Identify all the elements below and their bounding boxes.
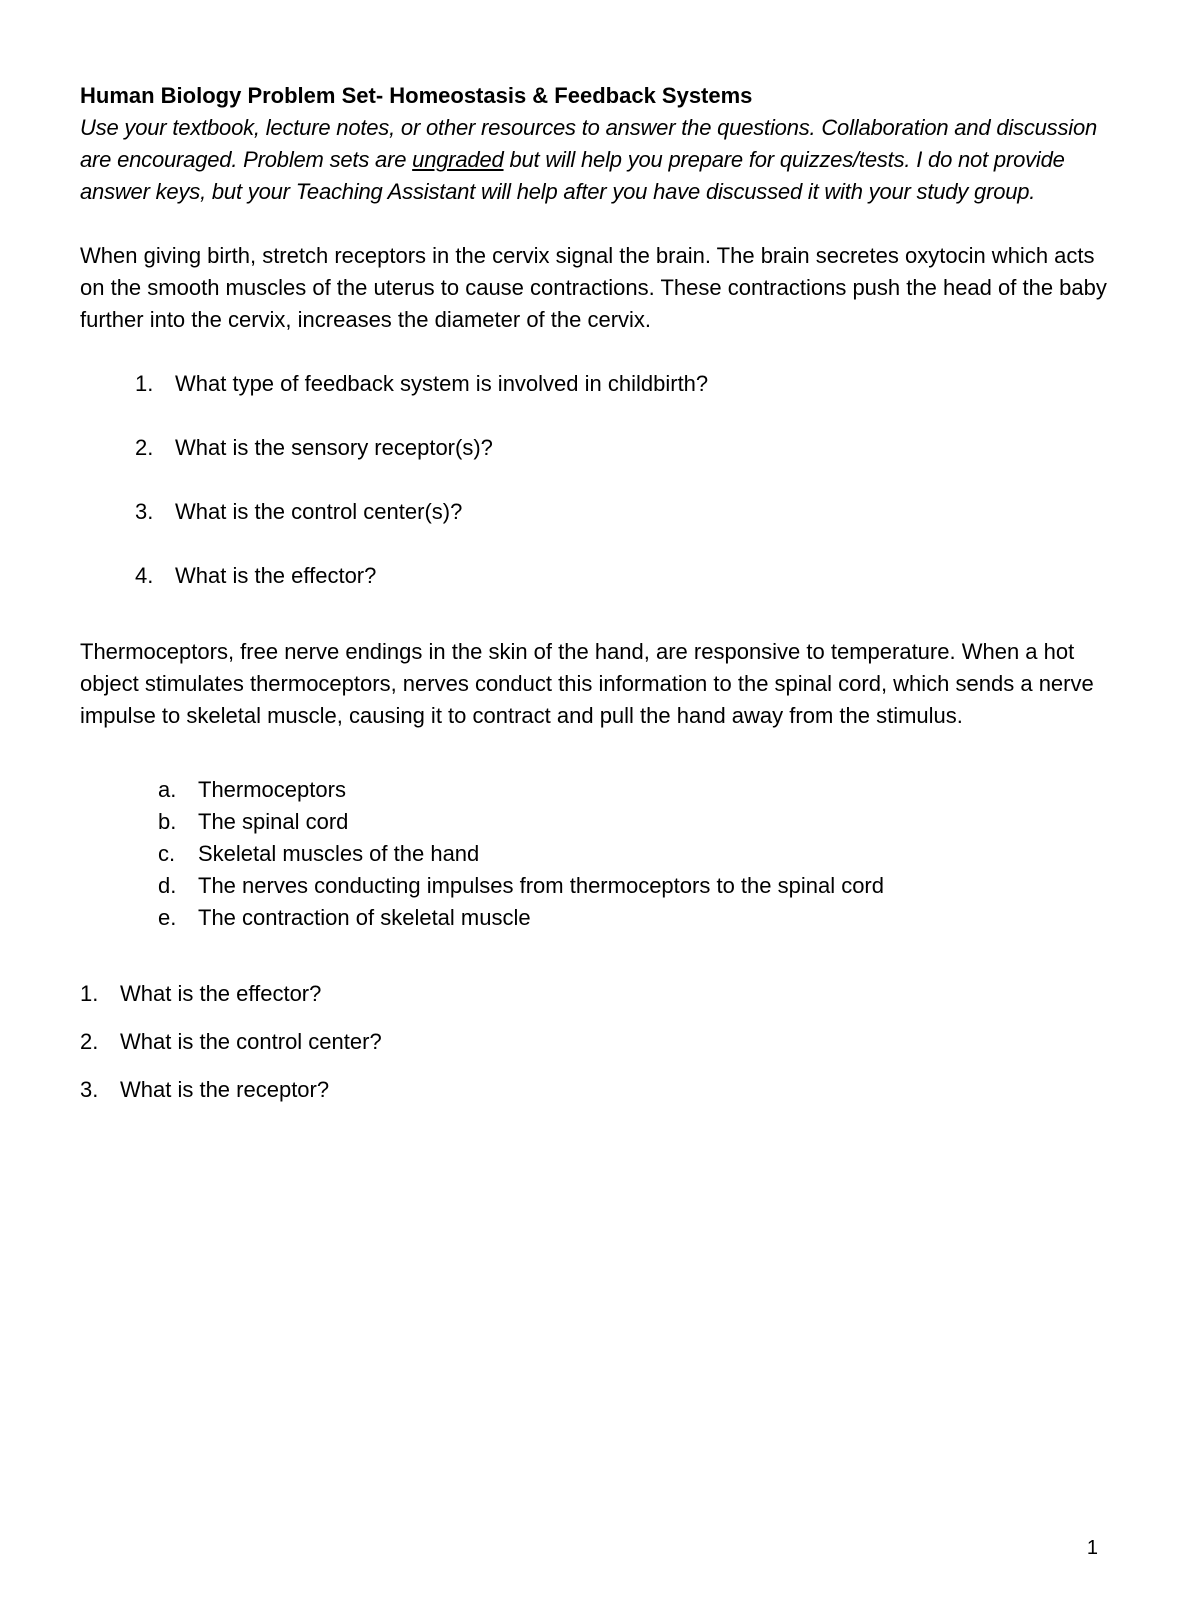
list-item xyxy=(135,432,1120,464)
instructions-part2: but will help you prepare for quizzes/tests. I do not provide answer keys, but your Teaching Assistant will help after you have discussed it with your study group. xyxy=(80,147,1065,204)
list-item xyxy=(80,1074,1120,1106)
question-number: 3. xyxy=(80,1077,99,1102)
option-letter: c. xyxy=(158,841,176,866)
list-item xyxy=(158,870,1120,902)
list-item xyxy=(158,774,1120,806)
question-text: What is the sensory receptor(s)? xyxy=(175,435,493,460)
list-item xyxy=(80,1026,1120,1058)
instructions-underlined: ungraded xyxy=(412,147,504,172)
answer-options xyxy=(80,774,1120,934)
question-number: 2. xyxy=(135,435,154,460)
option-text: The contraction of skeletal muscle xyxy=(198,905,531,930)
question-text: What is the effector? xyxy=(175,563,377,588)
list-item xyxy=(135,560,1120,592)
question-text: What is the receptor? xyxy=(120,1077,330,1102)
option-letter: b. xyxy=(158,809,177,834)
page-number: 1 xyxy=(1086,1537,1098,1559)
option-text: Thermoceptors xyxy=(198,777,346,802)
list-item xyxy=(158,838,1120,870)
document-title: Human Biology Problem Set- Homeostasis & Feedback Systems xyxy=(80,83,753,108)
question-text: What is the control center(s)? xyxy=(175,499,463,524)
instructions-part1: Use your textbook, lecture notes, or other resources to answer the questions. Collaboration and discussion are encouraged. Problem sets are xyxy=(80,115,1098,172)
childbirth-questions xyxy=(80,368,1120,592)
instructions xyxy=(80,112,1120,208)
scenario-childbirth: When giving birth, stretch receptors in the cervix signal the brain. The brain secretes oxytocin which acts on the smooth muscles of the uterus to cause contractions. These contractions push the head of the baby further into the cervix, increases the diameter of the cervix. xyxy=(80,243,1107,332)
question-number: 2. xyxy=(80,1029,99,1054)
question-number: 4. xyxy=(135,563,154,588)
option-letter: a. xyxy=(158,777,177,802)
scenario-thermoceptors: Thermoceptors, free nerve endings in the skin of the hand, are responsive to temperature. When a hot object stimulates thermoceptors, nerves conduct this information to the spinal cord, which sends a nerve impulse to skeletal muscle, causing it to contract and pull the hand away from the stimulus. xyxy=(80,639,1094,728)
question-number: 1. xyxy=(80,981,99,1006)
list-item xyxy=(135,368,1120,400)
option-letter: d. xyxy=(158,873,177,898)
list-item xyxy=(158,806,1120,838)
list-item xyxy=(158,902,1120,934)
question-text: What type of feedback system is involved in childbirth? xyxy=(175,371,709,396)
document-page xyxy=(80,80,1120,1122)
option-text: Skeletal muscles of the hand xyxy=(198,841,480,866)
thermoceptor-questions xyxy=(80,978,1120,1106)
question-number: 1. xyxy=(135,371,154,396)
question-text: What is the effector? xyxy=(120,981,322,1006)
option-letter: e. xyxy=(158,905,177,930)
question-text: What is the control center? xyxy=(120,1029,382,1054)
option-text: The spinal cord xyxy=(198,809,349,834)
question-number: 3. xyxy=(135,499,154,524)
list-item xyxy=(135,496,1120,528)
list-item xyxy=(80,978,1120,1010)
option-text: The nerves conducting impulses from thermoceptors to the spinal cord xyxy=(198,873,884,898)
